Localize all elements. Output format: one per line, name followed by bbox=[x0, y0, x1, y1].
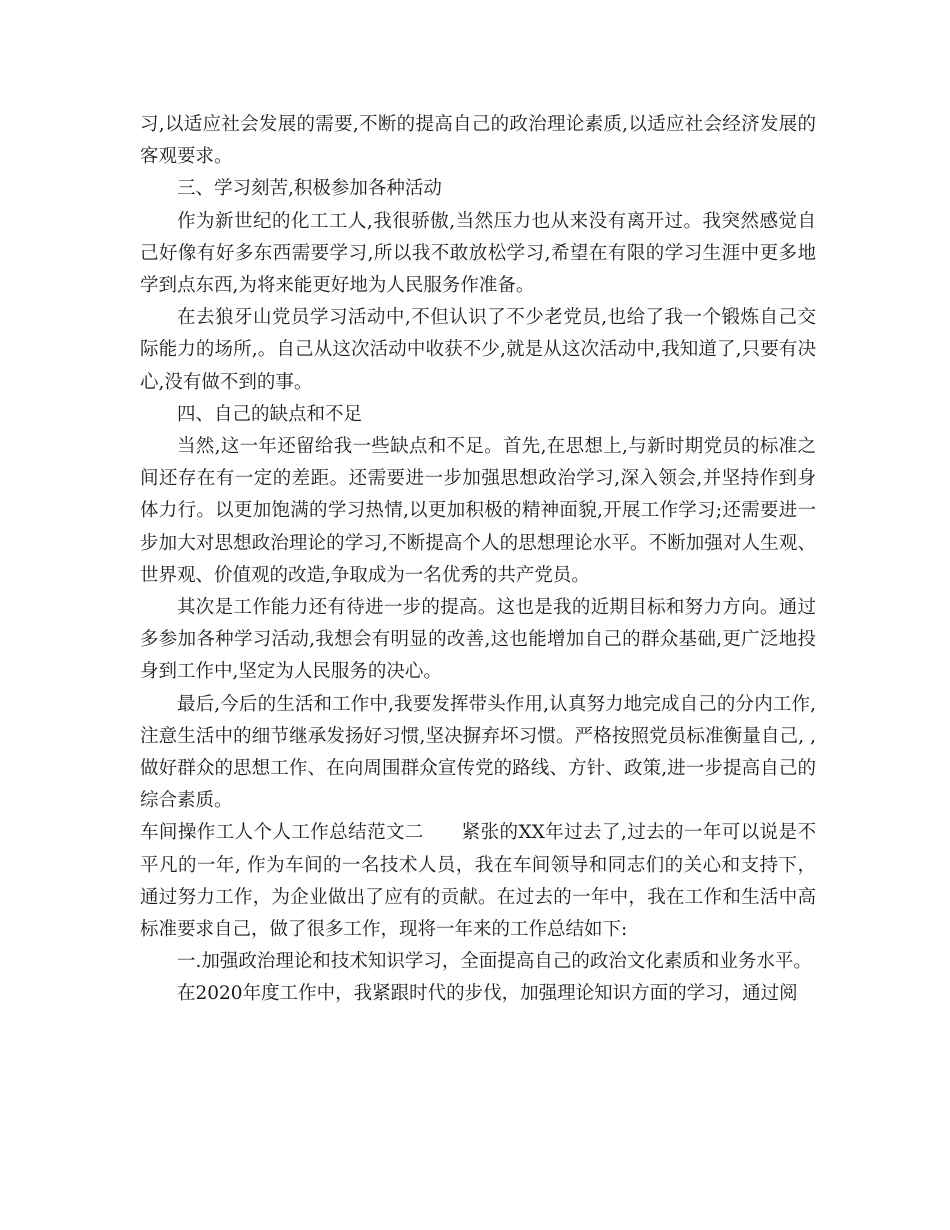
paragraph-chemical-worker: 作为新世纪的化工工人,我很骄傲,当然压力也从来没有离开过。我突然感觉自己好像有好多东西需要学习,所以我不敢放松学习,希望在有限的学习生涯中更多地学到点东西,为将来能更好地为人民服务作准备。 bbox=[140, 210, 816, 297]
paragraph-shortcomings: 当然,这一年还留给我一些缺点和不足。首先,在思想上,与新时期党员的标准之间还存在有一定的差距。还需要进一步加强思想政治学习,深入领会,并坚持作到身体力行。以更加饱满的学习热情,以更加积极的精神面貌,开展工作学习;还需要进一步加大对思想政治理论的学习,不断提高个人的思想理论水平。不断加强对人生观、世界观、价值观的改造,争取成为一名优秀的共产党员。 bbox=[140, 436, 816, 586]
document-page bbox=[140, 109, 816, 1011]
paragraph-langya-activity: 在去狼牙山党员学习活动中,不但认识了不少老党员,也给了我一个锻炼自己交际能力的场所,。自己从这次活动中收获不少,就是从这次活动中,我知道了,只要有决心,没有做不到的事。 bbox=[140, 307, 816, 393]
section-heading-one: 一.加强政治理论和技术知识学习，全面提高自己的政治文化素质和业务水平。 bbox=[177, 951, 812, 973]
paragraph-sample-two-intro: 车间操作工人个人工作总结范文二 紧张的XX年过去了,过去的一年可以说是不平凡的一年, 作为车间的一名技术人员，我在车间领导和同志们的关心和支持下，通过努力工作，为企业做出了应有的贡献。在过去的一年中，我在工作和生活中高标准要求自己，做了很多工作，现将一年来的工作总结如下: bbox=[140, 822, 816, 941]
paragraph-2020-work: 在2020年度工作中，我紧跟时代的步伐，加强理论知识方面的学习，通过阅 bbox=[177, 983, 798, 1005]
paragraph-finally: 最后,今后的生活和工作中,我要发挥带头作用,认真努力地完成自己的分内工作,注意生活中的细节继承发扬好习惯,坚决摒弃坏习惯。严格按照党员标准衡量自己, ,做好群众的思想工作、在向周围群众宣传党的路线、方针、政策,进一步提高自己的综合素质。 bbox=[140, 693, 816, 812]
section-heading-three: 三、学习刻苦,积极参加各种活动 bbox=[177, 178, 442, 200]
paragraph-work-ability: 其次是工作能力还有待进一步的提高。这也是我的近期目标和努力方向。通过多参加各种学习活动,我想会有明显的改善,这也能增加自己的群众基础,更广泛地投身到工作中,坚定为人民服务的决心。 bbox=[140, 597, 816, 683]
section-heading-four: 四、自己的缺点和不足 bbox=[177, 403, 363, 425]
paragraph-intro-continuation: 习,以适应社会发展的需要,不断的提高自己的政治理论素质,以适应社会经济发展的客观要求。 bbox=[140, 114, 816, 168]
